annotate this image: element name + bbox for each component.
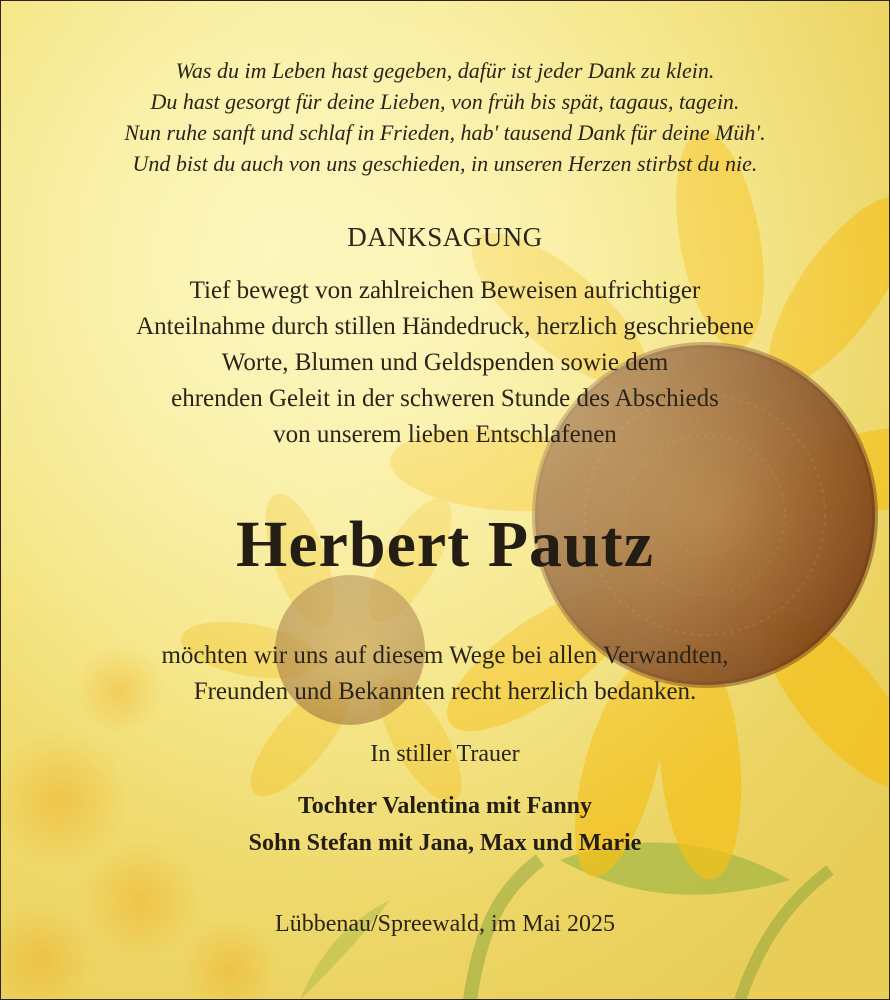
text-line: von unserem lieben Entschlafenen — [273, 421, 617, 448]
text-line: Worte, Blumen und Geldspenden sowie dem — [221, 349, 669, 376]
family-signatures — [0, 788, 890, 862]
text-line: möchten wir uns auf diesem Wege bei allen Verwandten, — [161, 642, 729, 669]
family-member: Sohn Stefan mit Jana, Max und Marie — [248, 830, 642, 856]
page-title: DANKSAGUNG — [347, 222, 543, 252]
thanks-text — [40, 638, 850, 710]
poem-line: Was du im Leben hast gegeben, dafür ist jeder Dank zu klein. — [175, 58, 715, 83]
mourning-caption: In stiller Trauer — [370, 741, 520, 767]
place-date: Lübbenau/Spreewald, im Mai 2025 — [275, 911, 615, 937]
deceased-name: Herbert Pautz — [236, 508, 654, 581]
text-line: Anteilnahme durch stillen Händedruck, herzlich geschriebene — [136, 313, 754, 340]
poem-line: Nun ruhe sanft und schlaf in Frieden, hab' tausend Dank für deine Müh'. — [124, 120, 766, 145]
poem-line: Und bist du auch von uns geschieden, in unseren Herzen stirbst du nie. — [132, 151, 758, 176]
gratitude-text — [40, 273, 850, 453]
family-member: Tochter Valentina mit Fanny — [297, 793, 593, 819]
text-line: Tief bewegt von zahlreichen Beweisen aufrichtiger — [189, 277, 701, 304]
poem — [40, 55, 850, 179]
text-line: Freunden und Bekannten recht herzlich bedanken. — [193, 678, 697, 705]
text-line: ehrenden Geleit in der schweren Stunde des Abschieds — [171, 385, 719, 412]
poem-line: Du hast gesorgt für deine Lieben, von früh bis spät, tagaus, tagein. — [150, 89, 740, 114]
